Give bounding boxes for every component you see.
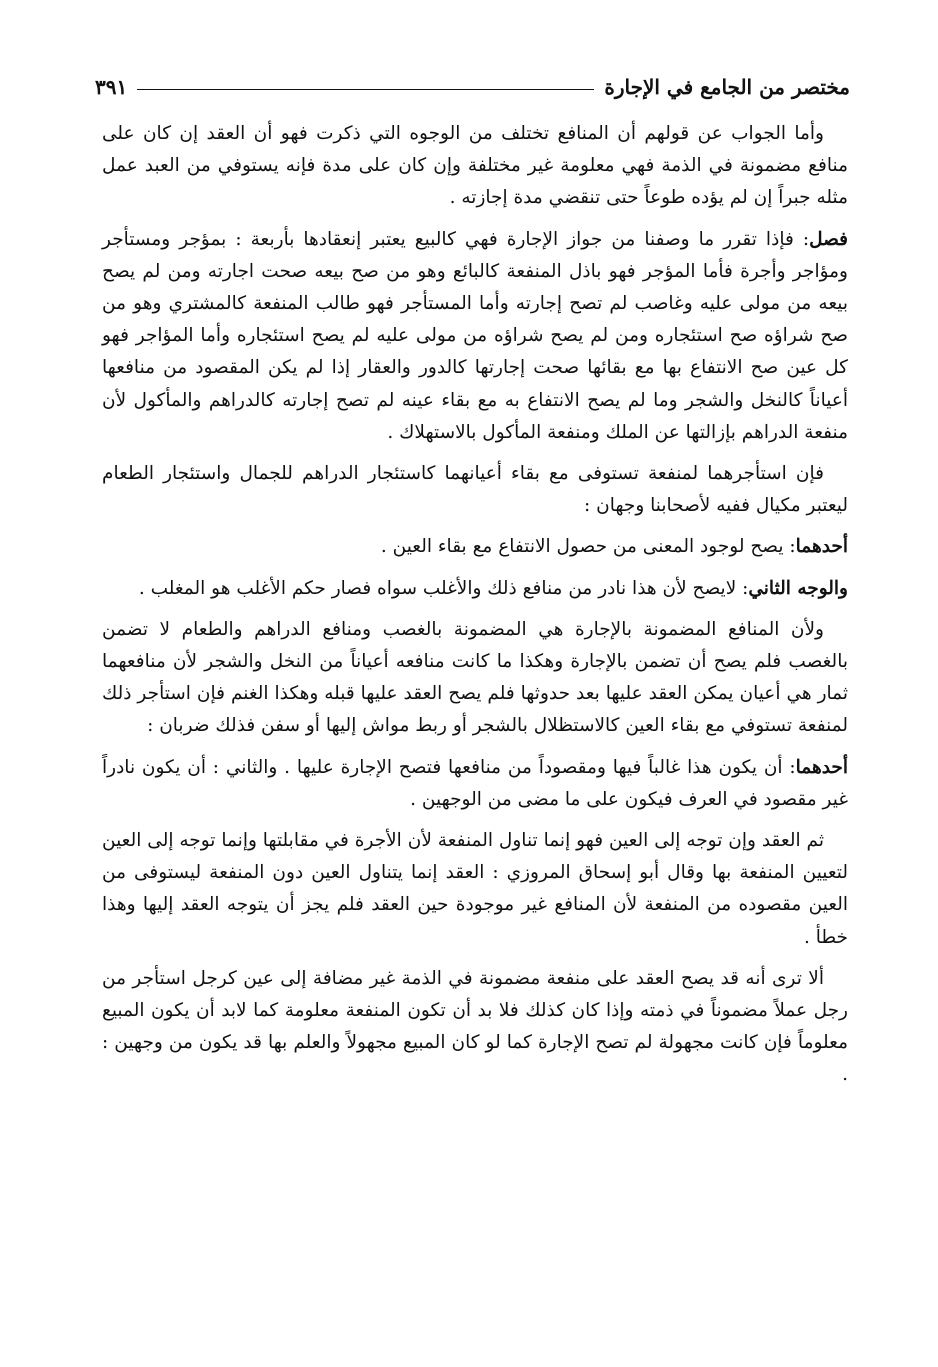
paragraph (102, 531, 848, 563)
header-title: مختصر من الجامع في الإجارة (604, 75, 850, 99)
paragraph (102, 825, 848, 954)
paragraph-text: ولأن المنافع المضمونة بالإجارة هي المضمونة بالغصب ومنافع الدراهم والطعام لا تضمن بالغصب فلم يصح أن تضمن بالإجارة وهكذا ما كانت منافعه أعياناً من النخل والشجر لأن منافعهما ثمار هي أعيان يمكن العقد عليها بعد حدوثها فلم يصح العقد عليها قبله وهكذا الغنم فإن استأجر ذلك لمنفعة تستوفي مع بقاء العين كالاستظلال بالشجر أو ربط مواش إليها أو سفن فذلك ضربان : (102, 618, 848, 737)
page-number: ٣٩١ (95, 75, 128, 99)
paragraph-text: ألا ترى أنه قد يصح العقد على منفعة مضمونة في الذمة غير مضافة إلى عين كرجل استأجر من رجل عملاً مضموناً في ذمته وإذا كان كذلك فلا بد أن تكون المنفعة معلومة كما لابد أن يكون المبيع معلوماً فإن كانت مجهولة لم تصح الإجارة كما لو كان المبيع مجهولاً والعلم بها قد يكون من وجهين : . (102, 967, 848, 1086)
paragraph-text: وأما الجواب عن قولهم أن المنافع تختلف من الوجوه التي ذكرت فهو أن العقد إن كان على منافع مضمونة في الذمة فهي معلومة غير مختلفة وإن كان على مدة فإنه يستوفي من العبد عمل مثله جبراً إن لم يؤده طوعاً حتى تنقضي مدة إجازته . (102, 123, 848, 209)
paragraph (102, 963, 848, 1092)
paragraph-lead: والوجه الثاني (748, 577, 848, 599)
paragraph-text: فإن استأجرهما لمنفعة تستوفى مع بقاء أعيانهما كاستئجار الدراهم للجمال واستئجار الطعام ليعتبر مكيال ففيه لأصحابنا وجهان : (102, 463, 848, 517)
header-rule (137, 89, 594, 90)
paragraph (102, 752, 848, 816)
paragraph-lead: أحدهما (795, 536, 848, 558)
paragraph (102, 224, 848, 449)
paragraph (102, 573, 848, 605)
paragraph (102, 458, 848, 522)
page-body (102, 118, 848, 1101)
paragraph-text: ثم العقد وإن توجه إلى العين فهو إنما تناول المنفعة لأن الأجرة في مقابلتها وإنما توجه إلى العين لتعيين المنفعة بها وقال أبو إسحاق المروزي : العقد إنما يتناول العين دون المنفعة ليستوفى من العين مقصوده من المنفعة لأن المنافع غير موجودة حين العقد فلم يجز أن يتوجه العقد إليها وهذا خطأ . (102, 830, 848, 948)
paragraph-lead: فصل (809, 228, 848, 250)
paragraph-text: : يصح لوجود المعنى من حصول الانتفاع مع بقاء العين . (380, 536, 796, 558)
paragraph-text: : أن يكون هذا غالباً فيها ومقصوداً من منافعها فتصح الإجارة عليها . والثاني : أن يكون نادراً غير مقصود في العرف فيكون على ما مضى من الوجهين . (102, 756, 848, 810)
paragraph (102, 614, 848, 743)
running-header (95, 70, 850, 104)
paragraph (102, 118, 848, 215)
paragraph-text: : لايصح لأن هذا نادر من منافع ذلك والأغلب سواه فصار حكم الأغلب هو المغلب . (138, 577, 749, 599)
paragraph-text: : فإذا تقرر ما وصفنا من جواز الإجارة فهي كالبيع يعتبر إنعقادها بأربعة : بمؤجر ومستأجر ومؤاجر وأجرة فأما المؤجر فهو باذل المنفعة كالبائع وهو من صح بيعه صحت اجارته ومن لم يصح بيعه من مولى عليه وغاصب لم تصح إجارته وأما المستأجر فهو طالب المنفعة كالمشتري وهو من صح شراؤه صح استئجاره ومن لم يصح شراؤه من مولى عليه لم يصح استئجاره وأما المؤاجر فهو كل عين صح الانتفاع بها مع بقائها صحت إجارتها كالدور والعقار إذا لم يكن المقصود من منافعها أعياناً كالنخل والشجر وما لم يصح الانتفاع به مع بقاء عينه لم تصح إجارته كالدراهم والمأكول لأن منفعة الدراهم بإزالتها عن الملك ومنفعة المأكول بالاستهلاك . (102, 228, 848, 443)
paragraph-lead: أحدهما (795, 756, 848, 778)
